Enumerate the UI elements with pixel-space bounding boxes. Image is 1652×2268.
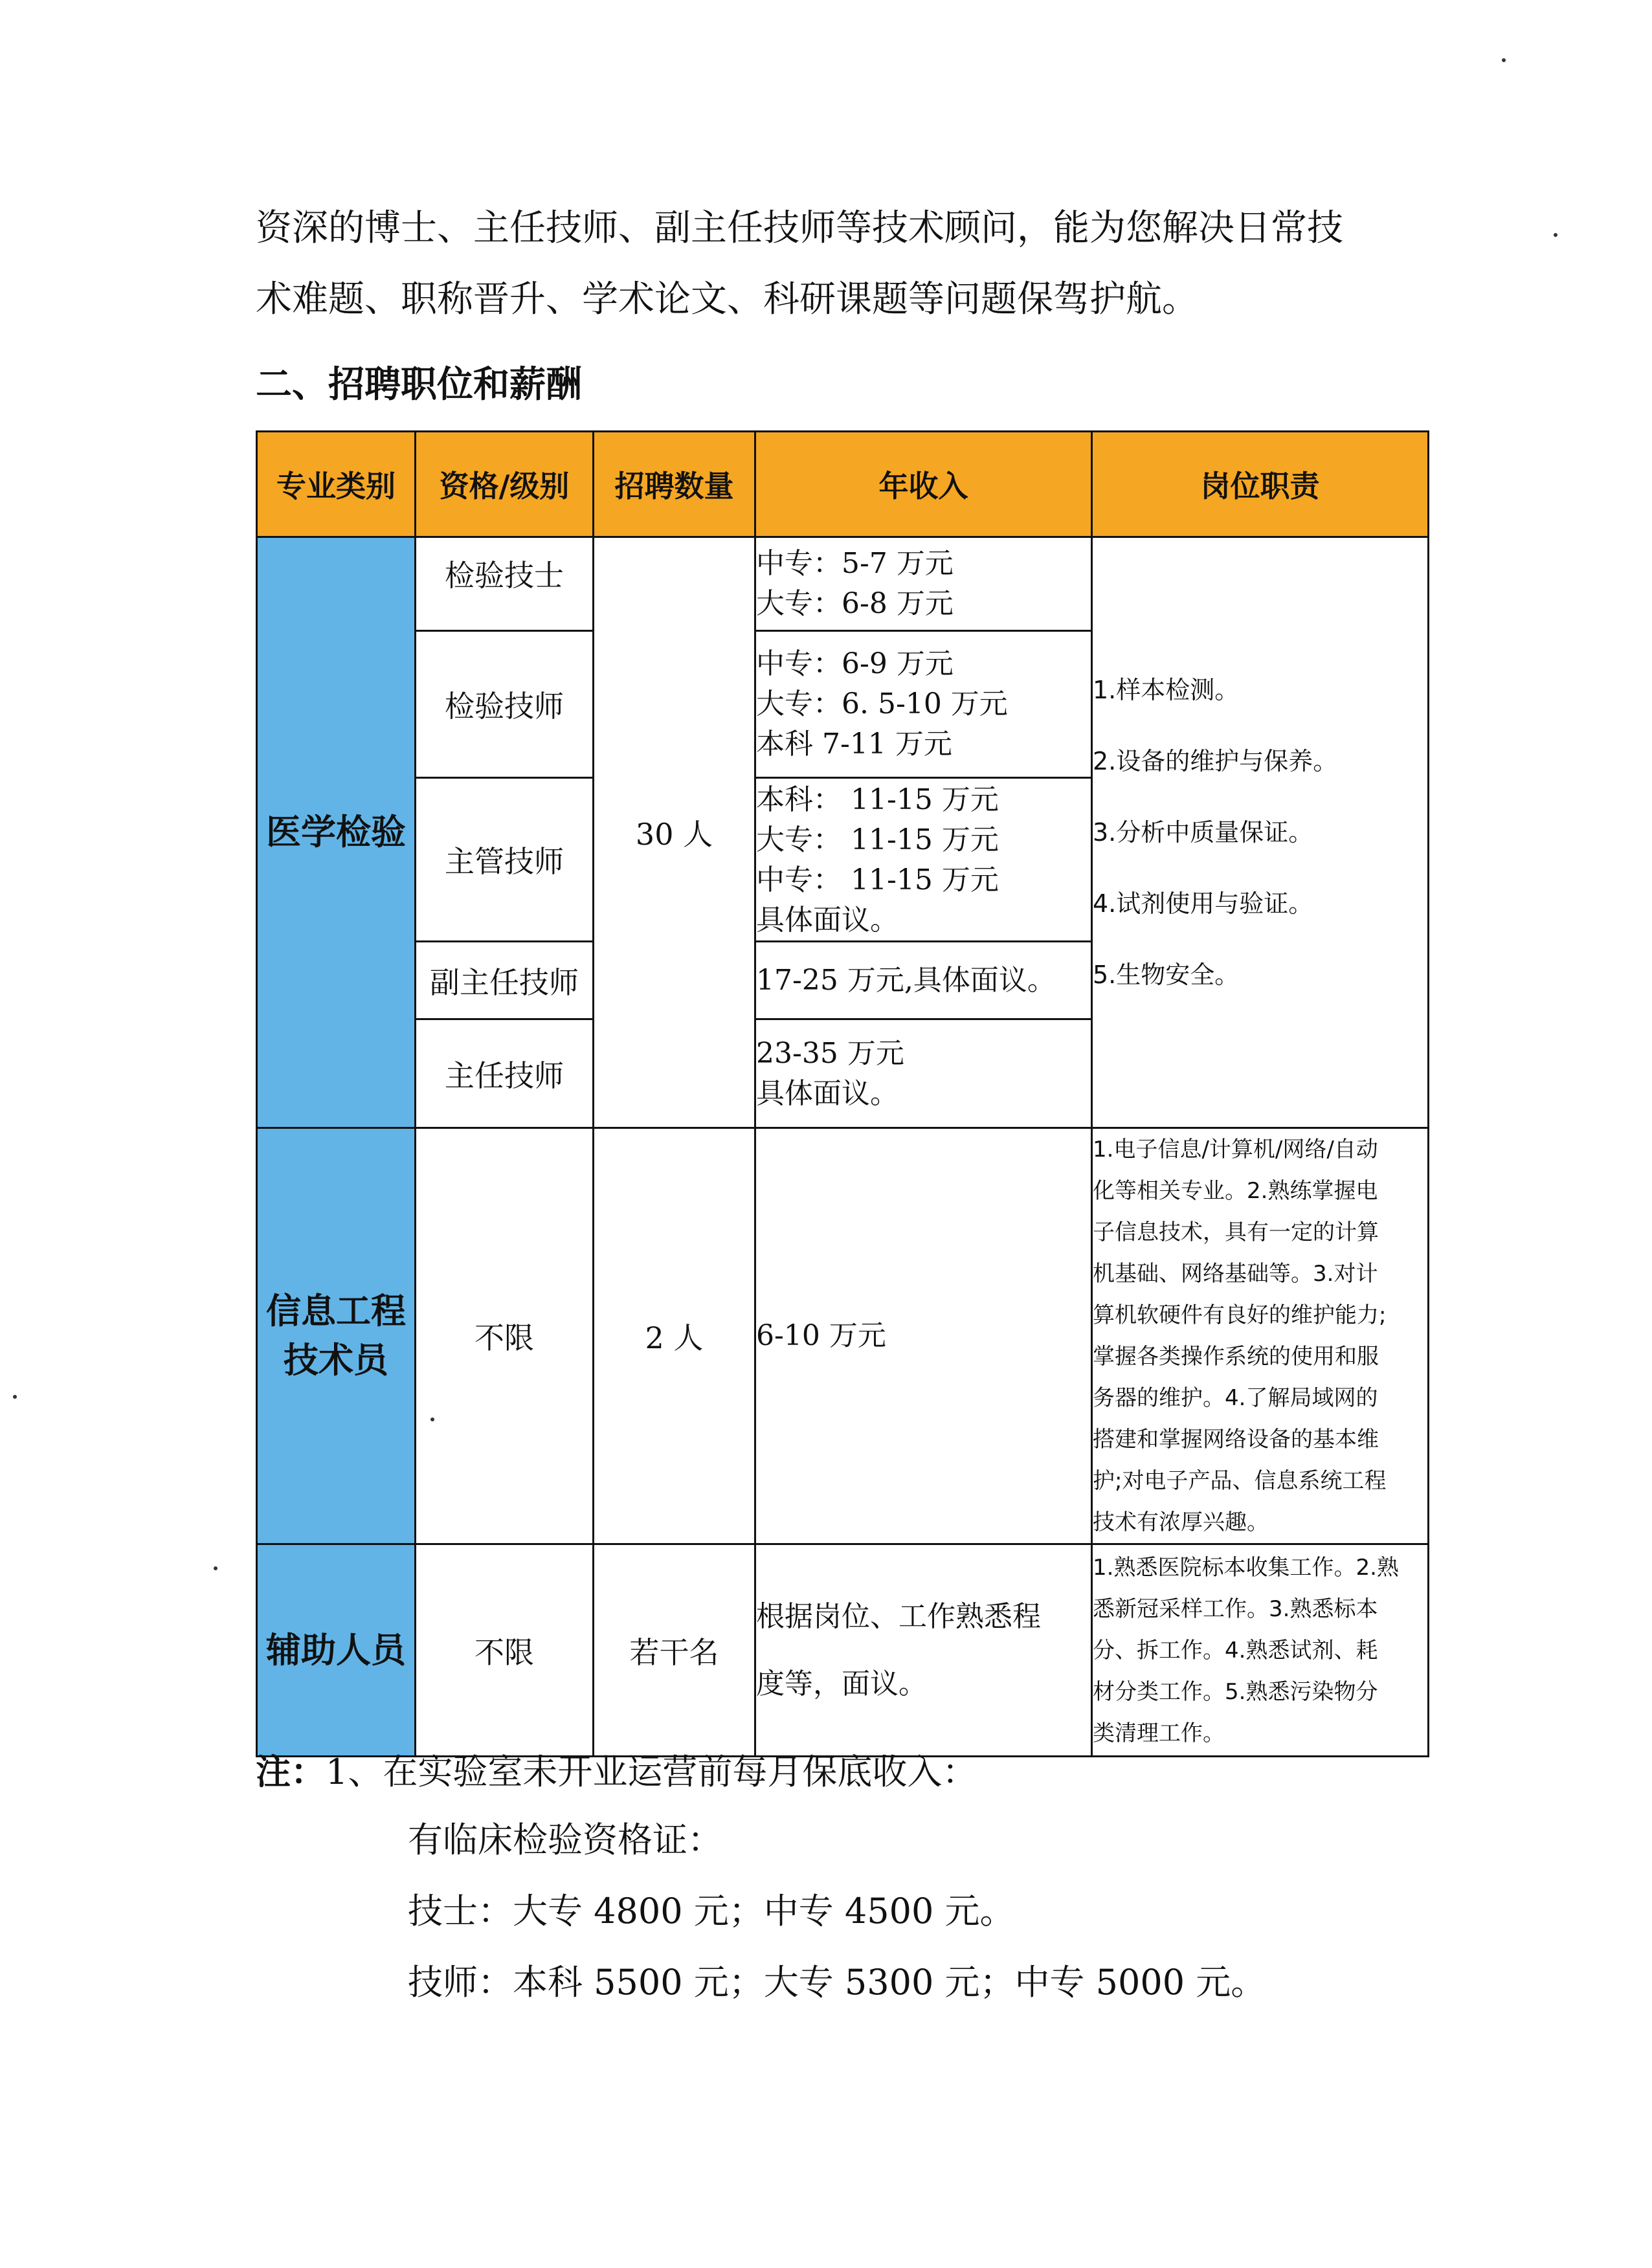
header-duties: 岗位职责 xyxy=(1092,432,1429,537)
income-cell: 根据岗位、工作熟悉程 度等，面议。 xyxy=(755,1544,1092,1757)
note-line-1: 注：1、在实验室未开业运营前每月保底收入： xyxy=(256,1751,977,1792)
income-cell: 中专：6-9 万元 大专：6. 5-10 万元 本科 7-11 万元 xyxy=(755,631,1092,778)
income-cell: 6-10 万元 xyxy=(755,1128,1092,1544)
table-row xyxy=(257,537,1429,631)
note-line-3: 技士：大专 4800 元；中专 4500 元。 xyxy=(408,1891,1015,1931)
level-cell: 检验技师 xyxy=(416,631,594,778)
intro-line-1: 资深的博士、主任技师、副主任技师等技术顾问，能为您解决日常技 xyxy=(256,207,1343,249)
header-income: 年收入 xyxy=(755,432,1092,537)
section-title: 二、招聘职位和薪酬 xyxy=(256,364,582,406)
scan-speck xyxy=(13,1395,17,1399)
note-line-2: 有临床检验资格证： xyxy=(408,1819,722,1860)
header-level: 资格/级别 xyxy=(416,432,594,537)
level-cell: 主管技师 xyxy=(416,778,594,942)
count-cell: 30 人 xyxy=(594,537,755,1128)
category-assistant: 辅助人员 xyxy=(257,1544,416,1757)
income-cell: 中专：5-7 万元 大专：6-8 万元 xyxy=(755,537,1092,631)
header-count: 招聘数量 xyxy=(594,432,755,537)
table-row xyxy=(257,1544,1429,1757)
level-cell: 不限 xyxy=(416,1544,594,1757)
income-cell: 23-35 万元 具体面议。 xyxy=(755,1019,1092,1128)
scan-speck xyxy=(1554,233,1557,237)
level-cell: 检验技士 xyxy=(416,537,594,631)
table-header-row xyxy=(257,432,1429,537)
income-cell: 本科： 11-15 万元 大专： 11-15 万元 中专： 11-15 万元 具体面议。 xyxy=(755,778,1092,942)
note-line-4: 技师：本科 5500 元；大专 5300 元；中专 5000 元。 xyxy=(408,1962,1266,2003)
note-label: 注： xyxy=(256,1751,326,1792)
level-cell: 主任技师 xyxy=(416,1019,594,1128)
duties-cell: 1.样本检测。 2.设备的维护与保养。 3.分析中质量保证。 4.试剂使用与验证。 5.生物安全。 xyxy=(1092,537,1429,1128)
duties-cell: 1.熟悉医院标本收集工作。2.熟 悉新冠采样工作。3.熟悉标本 分、拆工作。4.熟悉试剂、耗 材分类工作。5.熟悉污染物分 类清理工作。 xyxy=(1092,1544,1429,1757)
income-cell: 17-25 万元,具体面议。 xyxy=(755,942,1092,1019)
duties-cell: 1.电子信息/计算机/网络/自动 化等相关专业。2.熟练掌握电 子信息技术，具有一定的计算 机基础、网络基础等。3.对计 算机软硬件有良好的维护能力; 掌握各类操作系统的使用和服 务器的维护。4.了解局域网的 搭建和掌握网络设备的基本维 护;对电子产品、信息系统工程 技术有浓厚兴趣。 xyxy=(1092,1128,1429,1544)
level-cell: 不限 xyxy=(416,1128,594,1544)
header-category: 专业类别 xyxy=(257,432,416,537)
intro-line-2: 术难题、职称晋升、学术论文、科研课题等问题保驾护航。 xyxy=(256,278,1198,320)
table-row xyxy=(257,1128,1429,1544)
count-cell: 若干名 xyxy=(594,1544,755,1757)
scan-speck xyxy=(430,1418,434,1421)
scan-speck xyxy=(1502,58,1506,62)
scan-speck xyxy=(214,1566,218,1570)
category-it-technician: 信息工程 技术员 xyxy=(257,1128,416,1544)
recruitment-table xyxy=(256,430,1429,1757)
count-cell: 2 人 xyxy=(594,1128,755,1544)
level-cell: 副主任技师 xyxy=(416,942,594,1019)
category-medical-lab: 医学检验 xyxy=(257,537,416,1128)
